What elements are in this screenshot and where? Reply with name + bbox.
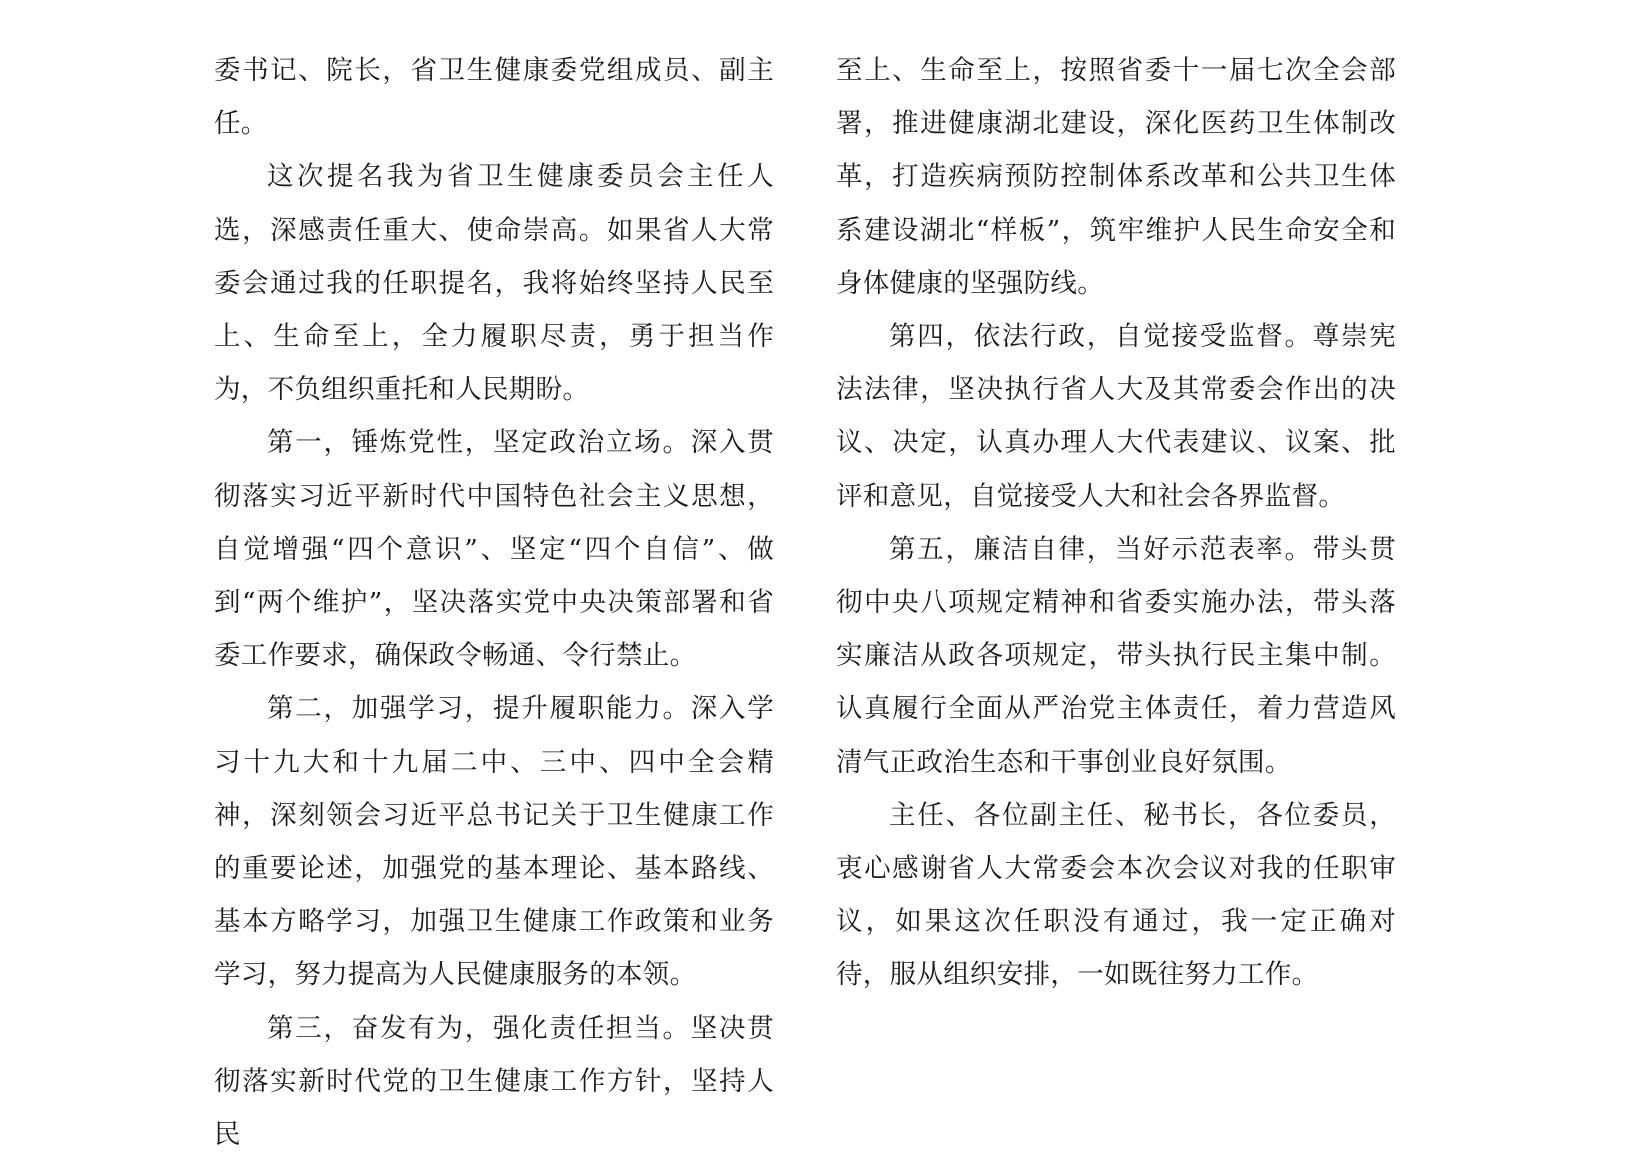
right-column xyxy=(836,44,1396,1002)
paragraph-closing: 主任、各位副主任、秘书长，各位委员，衷心感谢省人大常委会本次会议对我的任职审议，如果这次任职没有通过，我一定正确对待，服从组织安排，一如既往努力工作。 xyxy=(836,799,1396,991)
left-column xyxy=(214,44,774,1161)
paragraph-second: 第二，加强学习，提升履职能力。深入学习十九大和十九届二中、三中、四中全会精神，深刻领会习近平总书记关于卫生健康工作的重要论述，加强党的基本理论、基本路线、基本方略学习，加强卫生健康工作政策和业务学习，努力提高为人民健康服务的本领。 xyxy=(214,693,774,991)
paragraph-continuation: 委书记、院长，省卫生健康委党组成员、副主任。 xyxy=(214,55,774,140)
paragraph-fourth: 第四，依法行政，自觉接受监督。尊崇宪法法律，坚决执行省人大及其常委会作出的决议、决定，认真办理人大代表建议、议案、批评和意见，自觉接受人大和社会各界监督。 xyxy=(836,321,1396,512)
paragraph-nomination: 这次提名我为省卫生健康委员会主任人选，深感责任重大、使命崇高。如果省人大常委会通过我的任职提名，我将始终坚持人民至上、生命至上，全力履职尽责，勇于担当作为，不负组织重托和人民期盼。 xyxy=(214,161,774,406)
paragraph-third: 第三，奋发有为，强化责任担当。坚决贯彻落实新时代党的卫生健康工作方针，坚持人民 xyxy=(214,1012,774,1151)
paragraph-fifth: 第五，廉洁自律，当好示范表率。带头贯彻中央八项规定精神和省委实施办法，带头落实廉洁从政各项规定，带头执行民主集中制。认真履行全面从严治党主体责任，着力营造风清气正政治生态和干事创业良好氛围。 xyxy=(836,533,1396,778)
paragraph-third-continuation: 至上、生命至上，按照省委十一届七次全会部署，推进健康湖北建设，深化医药卫生体制改革，打造疾病预防控制体系改革和公共卫生体系建设湖北“样板”，筑牢维护人民生命安全和身体健康的坚强防线。 xyxy=(836,55,1396,299)
paragraph-first: 第一，锤炼党性，坚定政治立场。深入贯彻落实习近平新时代中国特色社会主义思想，自觉增强“四个意识”、坚定“四个自信”、做到“两个维护”，坚决落实党中央决策部署和省委工作要求，确保政令畅通、令行禁止。 xyxy=(214,427,774,672)
